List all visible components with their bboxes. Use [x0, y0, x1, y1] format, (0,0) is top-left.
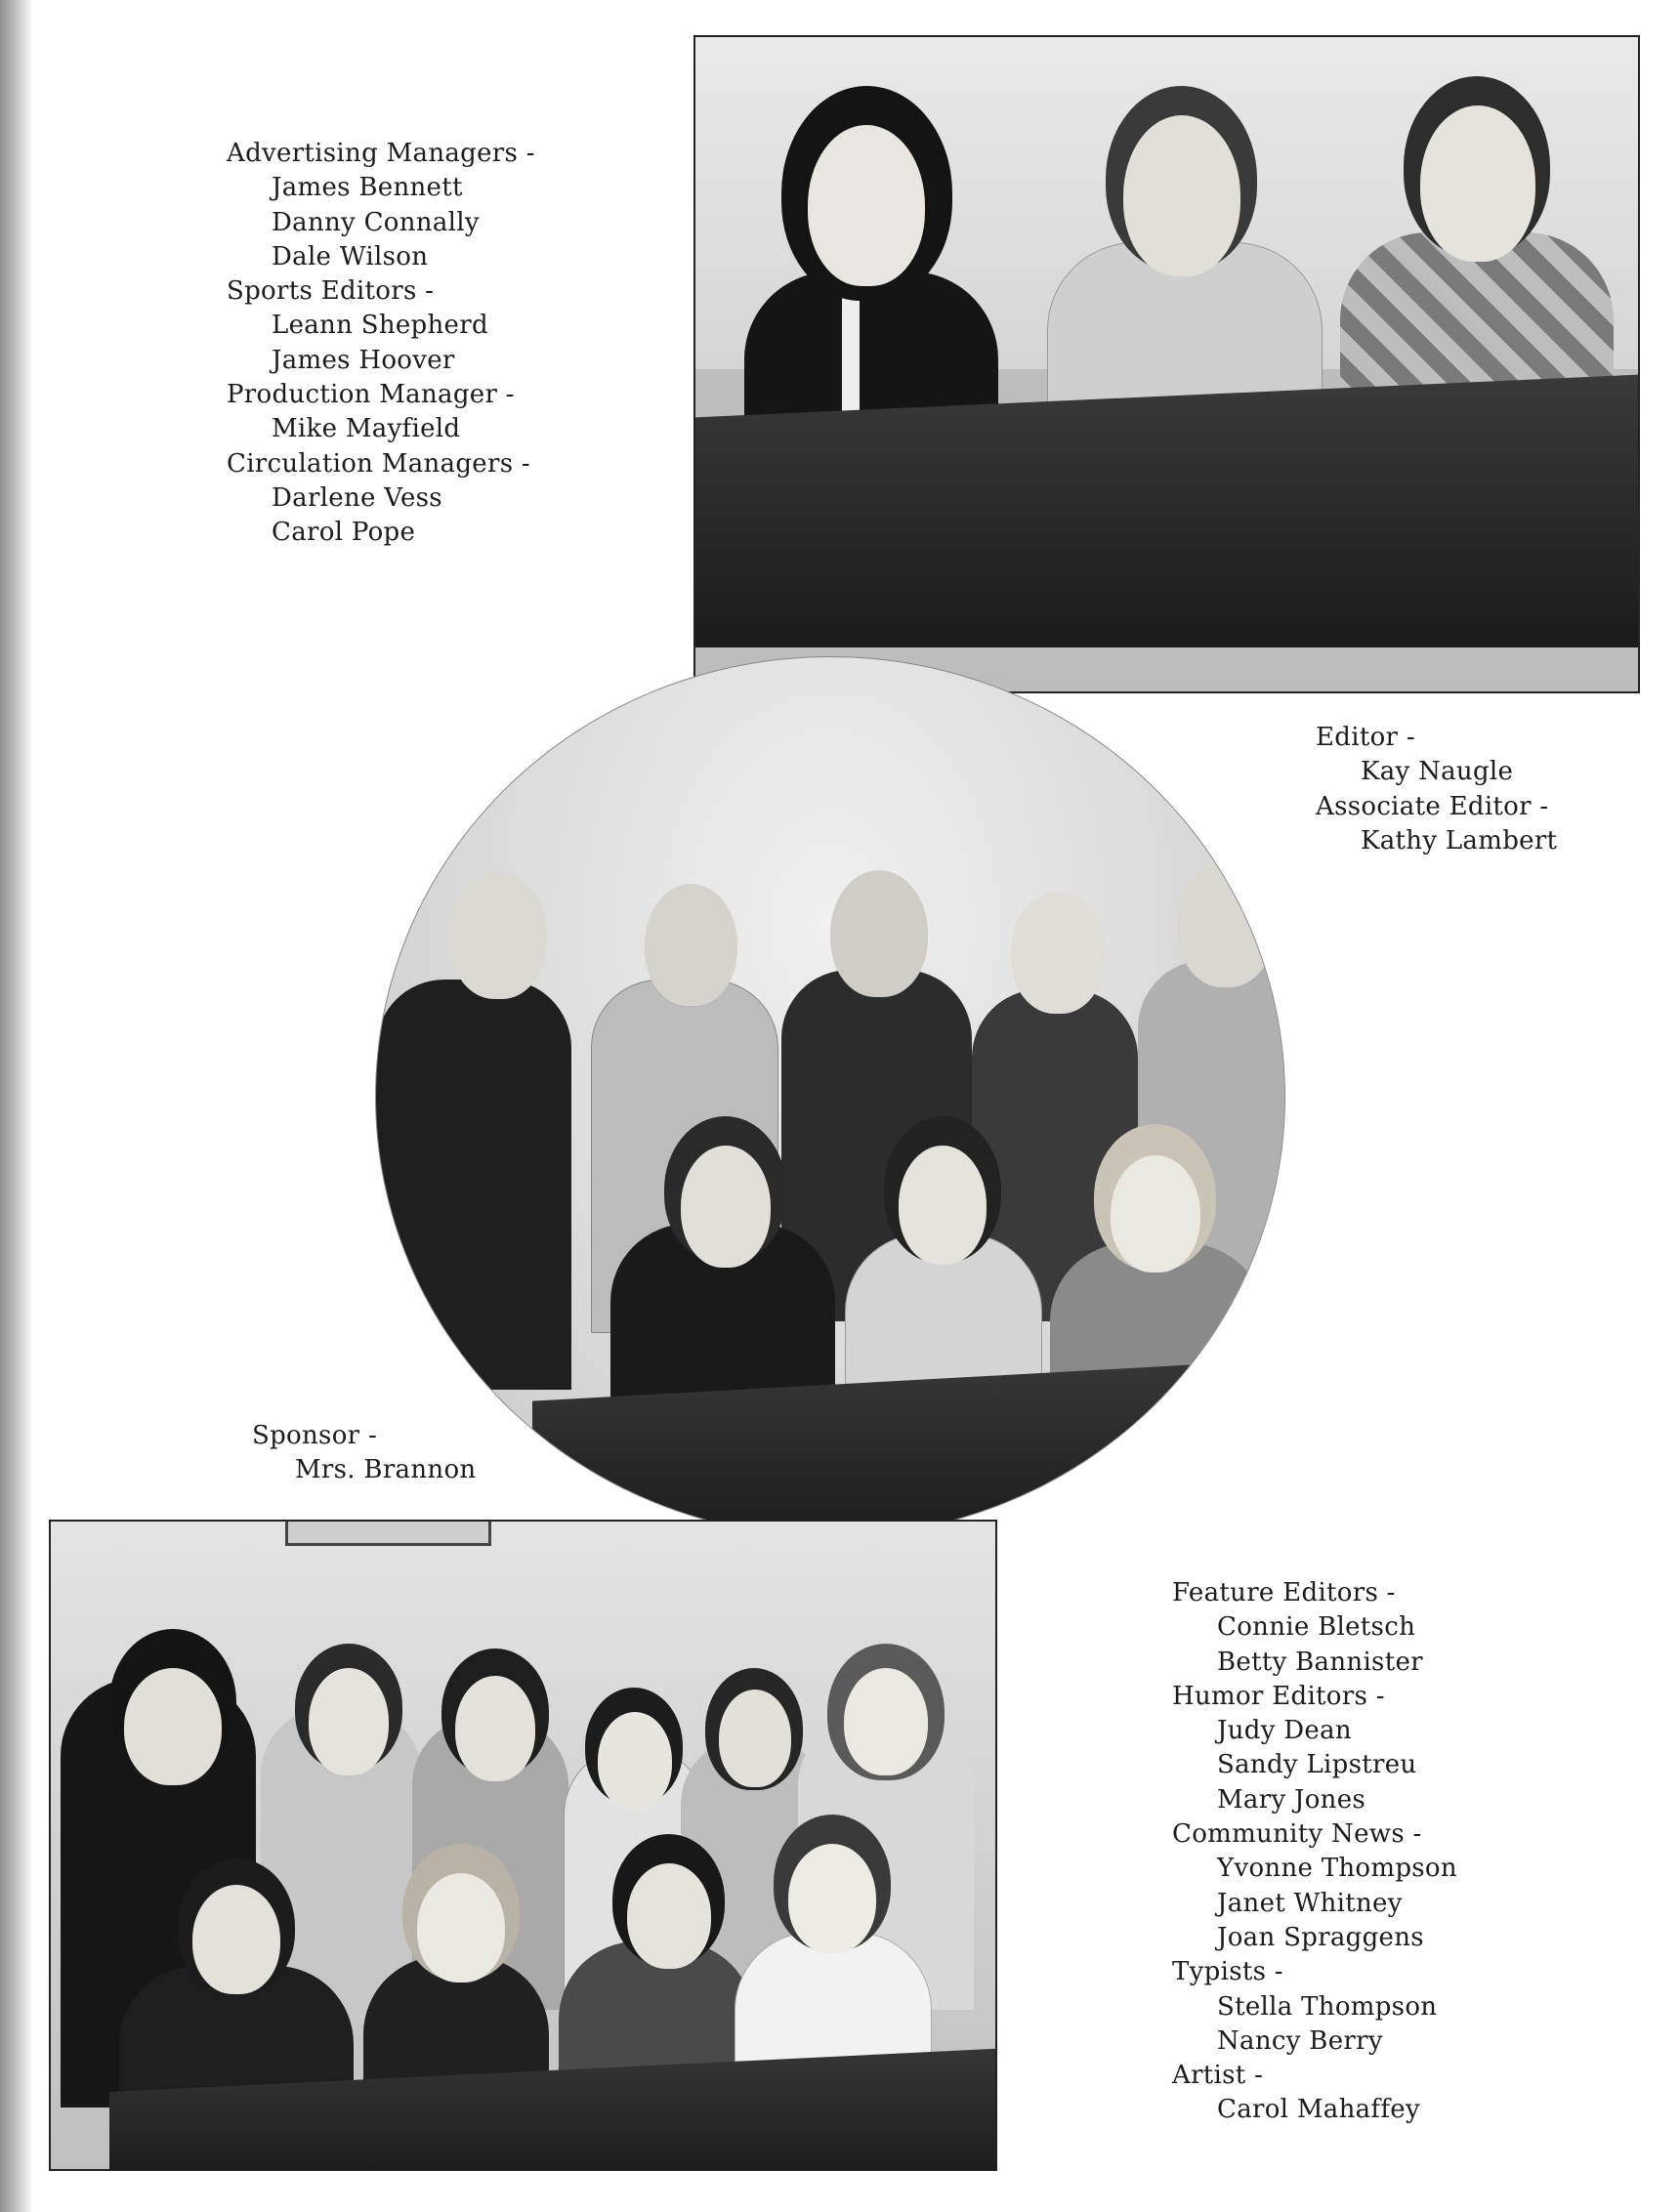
staff-name: Mary Jones	[1217, 1784, 1366, 1815]
staff-name: James Bennett	[272, 173, 463, 203]
face	[627, 1863, 711, 1969]
face	[309, 1668, 389, 1775]
face	[124, 1668, 222, 1785]
face	[719, 1690, 791, 1787]
staff-name: Janet Whitney	[1217, 1888, 1403, 1918]
staff-name: Darlene Vess	[272, 482, 442, 513]
staff-name: Nancy Berry	[1217, 2025, 1383, 2056]
role-label: Typists -	[1172, 1957, 1283, 1987]
face	[1111, 1155, 1200, 1273]
photo-table	[693, 374, 1640, 647]
staff-name: Dale Wilson	[272, 241, 429, 271]
role-label: Artist -	[1172, 2061, 1264, 2091]
face	[808, 125, 925, 286]
staff-name: James Hoover	[272, 345, 455, 375]
staff-name: Mrs. Brannon	[295, 1455, 477, 1485]
staff-name: Connie Bletsch	[1217, 1612, 1416, 1643]
role-label: Production Manager -	[227, 380, 515, 410]
face	[899, 1146, 987, 1265]
role-label: Circulation Managers -	[227, 448, 531, 479]
face	[417, 1873, 505, 1982]
face	[1420, 105, 1535, 262]
role-label: Sponsor -	[252, 1421, 378, 1450]
face	[844, 1668, 928, 1775]
staff-name: Yvonne Thompson	[1217, 1854, 1457, 1884]
staff-name: Kathy Lambert	[1361, 825, 1558, 856]
sponsor-caption	[252, 1419, 476, 1488]
staff-name: Leann Shepherd	[272, 311, 488, 341]
staff-name: Sandy Lipstreu	[1217, 1750, 1417, 1780]
staff-list-editors	[1316, 721, 1557, 858]
photo-feature-staff	[49, 1520, 997, 2171]
role-label: Sports Editors -	[227, 276, 435, 307]
face	[449, 872, 547, 999]
staff-name: Judy Dean	[1217, 1716, 1352, 1746]
photo-circular-group	[375, 656, 1285, 1537]
staff-name: Kay Naugle	[1361, 757, 1514, 787]
face	[1177, 860, 1275, 987]
role-label: Associate Editor -	[1316, 791, 1549, 821]
role-label: Community News -	[1172, 1819, 1422, 1850]
wall-frame	[285, 1522, 491, 1546]
photo-editors-sponsor	[693, 35, 1640, 693]
staff-list-bottom-right	[1172, 1576, 1457, 2128]
staff-name: Betty Bannister	[1217, 1647, 1423, 1677]
face	[645, 884, 737, 1006]
role-label: Advertising Managers -	[227, 139, 535, 168]
face	[192, 1885, 280, 1994]
role-label: Humor Editors -	[1172, 1681, 1385, 1711]
face	[598, 1712, 672, 1810]
staff-name: Mike Mayfield	[272, 414, 461, 444]
face	[455, 1676, 535, 1781]
staff-name: Carol Mahaffey	[1217, 2095, 1420, 2125]
role-label: Feature Editors -	[1172, 1578, 1396, 1607]
staff-name: Joan Spraggens	[1217, 1922, 1424, 1952]
staff-name: Carol Pope	[272, 518, 416, 548]
role-label: Editor -	[1316, 723, 1415, 752]
face	[1011, 892, 1105, 1014]
face	[681, 1146, 771, 1268]
staff-name: Danny Connally	[272, 207, 480, 237]
person-silhouette	[376, 980, 571, 1390]
face	[788, 1844, 876, 1953]
staff-name: Stella Thompson	[1217, 1991, 1438, 2022]
face	[830, 870, 928, 997]
face	[1123, 115, 1240, 276]
binding-shadow	[0, 0, 33, 2212]
staff-list-top-left	[227, 137, 535, 551]
